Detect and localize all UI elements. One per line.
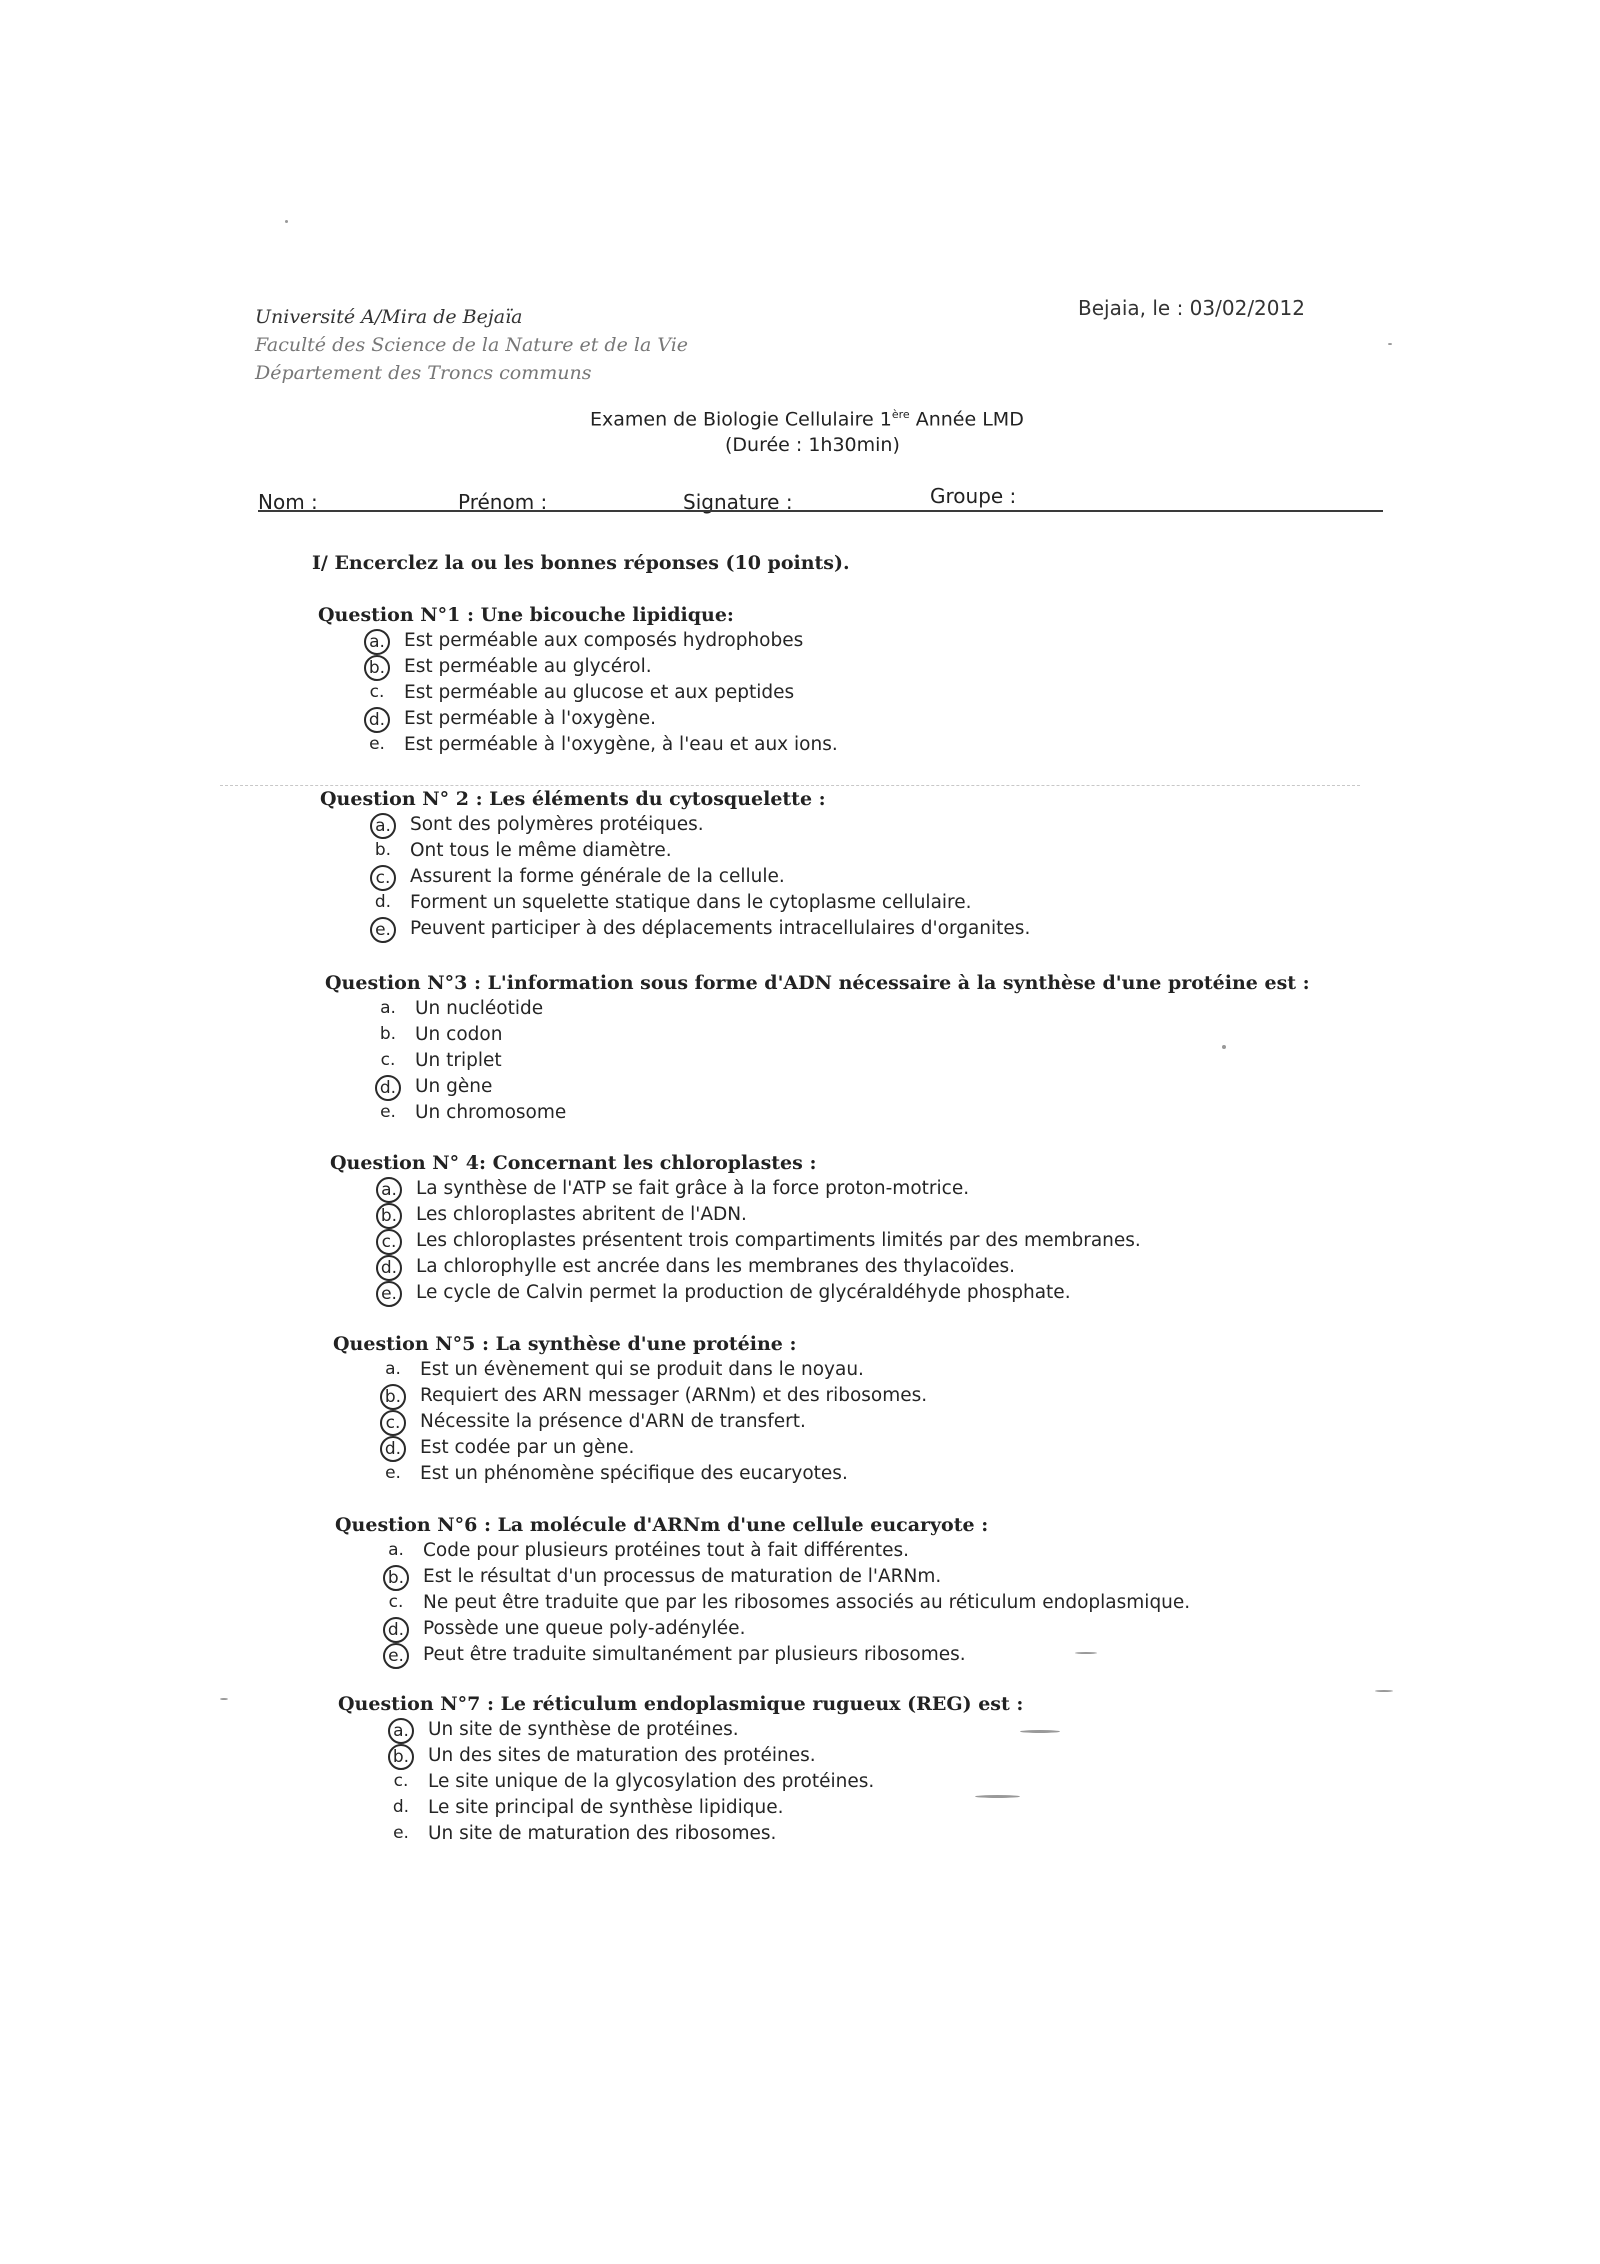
option-letter: a. (370, 813, 396, 839)
question-title: Question N°1 : Une bicouche lipidique: (318, 604, 734, 626)
option-letter: b. (374, 840, 392, 860)
option-text: Le site unique de la glycosylation des protéines. (428, 1771, 875, 1792)
prenom-label: Prénom : (458, 490, 548, 514)
option-text: Ne peut être traduite que par les ribosomes associés au réticulum endoplasmique. (423, 1592, 1191, 1613)
question-title: Question N°6 : La molécule d'ARNm d'une cellule eucaryote : (335, 1514, 989, 1536)
option-text: La chlorophylle est ancrée dans les membranes des thylacoïdes. (416, 1256, 1016, 1277)
option-c[interactable] (375, 1048, 1310, 1074)
option-b[interactable] (364, 654, 838, 680)
option-text: Un site de synthèse de protéines. (428, 1719, 739, 1740)
option-d[interactable] (370, 890, 1030, 916)
option-text: Est un évènement qui se produit dans le noyau. (420, 1359, 864, 1380)
option-letter: a. (364, 629, 390, 655)
option-text: Est perméable aux composés hydrophobes (404, 630, 804, 651)
option-text: Un codon (415, 1024, 503, 1045)
question-title: Question N° 2 : Les éléments du cytosquelette : (320, 788, 826, 810)
option-b[interactable] (375, 1022, 1310, 1048)
option-e[interactable] (364, 732, 838, 758)
option-text: Peut être traduite simultanément par plusieurs ribosomes. (423, 1644, 966, 1665)
option-text: Le site principal de synthèse lipidique. (428, 1797, 784, 1818)
option-text: Est le résultat d'un processus de maturation de l'ARNm. (423, 1566, 942, 1587)
option-text: Les chloroplastes présentent trois compartiments limités par des membranes. (416, 1230, 1141, 1251)
institution-header (255, 303, 688, 387)
option-c[interactable] (364, 680, 838, 706)
scan-speck (1222, 1045, 1226, 1049)
dashed-separator (220, 785, 1360, 786)
scan-speck (285, 220, 288, 223)
option-letter: e. (385, 1463, 401, 1483)
exam-date: Bejaia, le : 03/02/2012 (1078, 296, 1305, 320)
option-letter: b. (383, 1565, 409, 1591)
option-letter: a. (380, 998, 396, 1018)
option-letter: c. (380, 1410, 406, 1436)
option-letter: d. (364, 707, 390, 733)
option-letter: d. (380, 1436, 406, 1462)
option-letter: e. (380, 1102, 396, 1122)
option-letter: b. (380, 1384, 406, 1410)
question-7 (338, 1693, 1023, 1847)
option-list (380, 1357, 927, 1487)
option-list (376, 1176, 1141, 1306)
option-letter: d. (374, 892, 392, 912)
option-text: Un triplet (415, 1050, 502, 1071)
question-title: Question N°7 : Le réticulum endoplasmique rugueux (REG) est : (338, 1693, 1024, 1715)
option-b[interactable] (380, 1383, 927, 1409)
option-list (364, 628, 838, 758)
question-2 (320, 788, 1030, 942)
option-letter: c. (370, 865, 396, 891)
question-3 (325, 972, 1310, 1126)
option-list (375, 996, 1310, 1126)
option-letter: e. (383, 1643, 409, 1669)
option-text: Forment un squelette statique dans le cytoplasme cellulaire. (410, 892, 972, 913)
question-title: Question N°5 : La synthèse d'une protéine : (333, 1333, 797, 1355)
option-a[interactable] (376, 1176, 1141, 1202)
option-text: Est codée par un gène. (420, 1437, 635, 1458)
scan-speck (220, 1698, 228, 1700)
scan-speck (1375, 1690, 1393, 1692)
option-text: Code pour plusieurs protéines tout à fait différentes. (423, 1540, 910, 1561)
option-a[interactable] (375, 996, 1310, 1022)
option-text: Un site de maturation des ribosomes. (428, 1823, 777, 1844)
option-b[interactable] (383, 1564, 1190, 1590)
option-c[interactable] (380, 1409, 927, 1435)
option-text: Est perméable au glucose et aux peptides (404, 682, 795, 703)
option-e[interactable] (383, 1642, 1190, 1668)
scan-speck (1020, 1730, 1060, 1733)
option-letter: e. (369, 734, 385, 754)
option-text: Un nucléotide (415, 998, 544, 1019)
option-c[interactable] (370, 864, 1030, 890)
option-a[interactable] (364, 628, 838, 654)
option-a[interactable] (370, 812, 1030, 838)
student-id-line (258, 484, 1383, 518)
exam-duration: (Durée : 1h30min) (725, 434, 900, 456)
option-text: Est perméable à l'oxygène, à l'eau et aux ions. (404, 734, 838, 755)
scan-speck (1075, 1652, 1097, 1654)
nom-label: Nom : (258, 490, 318, 514)
option-d[interactable] (375, 1074, 1310, 1100)
option-list (370, 812, 1030, 942)
option-c[interactable] (383, 1590, 1190, 1616)
option-letter: c. (393, 1771, 409, 1791)
option-text: Sont des polymères protéiques. (410, 814, 704, 835)
faculty-name: Faculté des Science de la Nature et de la Vie (255, 334, 689, 356)
option-letter: a. (388, 1718, 414, 1744)
option-letter: c. (376, 1229, 402, 1255)
instruction: I/ Encerclez la ou les bonnes réponses (10 points). (312, 552, 850, 574)
option-text: Possède une queue poly-adénylée. (423, 1618, 746, 1639)
option-letter: b. (376, 1203, 402, 1229)
option-b[interactable] (376, 1202, 1141, 1228)
option-letter: c. (388, 1592, 404, 1612)
scan-speck (975, 1795, 1020, 1798)
option-text: Requiert des ARN messager (ARNm) et des ribosomes. (420, 1385, 928, 1406)
option-letter: d. (376, 1255, 402, 1281)
option-text: Les chloroplastes abritent de l'ADN. (416, 1204, 747, 1225)
option-b[interactable] (370, 838, 1030, 864)
option-text: La synthèse de l'ATP se fait grâce à la force proton-motrice. (416, 1178, 970, 1199)
option-letter: e. (393, 1823, 409, 1843)
option-text: Est perméable à l'oxygène. (404, 708, 656, 729)
option-letter: b. (364, 655, 390, 681)
option-a[interactable] (388, 1717, 1023, 1743)
question-4 (330, 1152, 1141, 1306)
option-e[interactable] (388, 1821, 1023, 1847)
option-e[interactable] (370, 916, 1030, 942)
option-text: Peuvent participer à des déplacements intracellulaires d'organites. (410, 918, 1031, 939)
option-letter: b. (379, 1024, 397, 1044)
exam-title-sup: ère (891, 408, 910, 421)
exam-title (590, 408, 1024, 430)
option-letter: a. (376, 1177, 402, 1203)
question-title: Question N° 4: Concernant les chloroplastes : (330, 1152, 817, 1174)
university-name: Université A/Mira de Bejaïa (255, 306, 523, 328)
option-a[interactable] (383, 1538, 1190, 1564)
question-1 (318, 604, 838, 758)
option-letter: d. (375, 1075, 401, 1101)
scan-speck (1388, 343, 1392, 345)
option-letter: e. (370, 917, 396, 943)
option-list (388, 1717, 1023, 1847)
option-d[interactable] (376, 1254, 1141, 1280)
option-text: Est perméable au glycérol. (404, 656, 652, 677)
option-d[interactable] (383, 1616, 1190, 1642)
option-d[interactable] (364, 706, 838, 732)
department-name: Département des Troncs communs (255, 362, 592, 384)
question-6 (335, 1514, 1190, 1668)
option-letter: a. (385, 1359, 401, 1379)
option-letter: b. (388, 1744, 414, 1770)
exam-title-main: Examen de Biologie Cellulaire 1 (590, 408, 892, 431)
signature-label: Signature : (683, 490, 793, 514)
question-5 (333, 1333, 927, 1487)
option-text: Un gène (415, 1076, 493, 1097)
option-letter: d. (383, 1617, 409, 1643)
question-title: Question N°3 : L'information sous forme d'ADN nécessaire à la synthèse d'une protéine est : (325, 972, 1310, 994)
option-b[interactable] (388, 1743, 1023, 1769)
option-text: Un des sites de maturation des protéines. (428, 1745, 816, 1766)
option-e[interactable] (380, 1461, 927, 1487)
option-text: Est un phénomène spécifique des eucaryotes. (420, 1463, 848, 1484)
option-list (383, 1538, 1190, 1668)
groupe-label: Groupe : (930, 484, 1017, 508)
header-rule (258, 510, 1383, 512)
option-d[interactable] (380, 1435, 927, 1461)
option-e[interactable] (376, 1280, 1141, 1306)
option-a[interactable] (380, 1357, 927, 1383)
option-letter: c. (369, 682, 385, 702)
option-letter: e. (376, 1281, 402, 1307)
exam-title-end: Année LMD (909, 408, 1024, 431)
option-text: Un chromosome (415, 1102, 567, 1123)
option-text: Ont tous le même diamètre. (410, 840, 672, 861)
option-c[interactable] (376, 1228, 1141, 1254)
option-c[interactable] (388, 1769, 1023, 1795)
option-text: Le cycle de Calvin permet la production de glycéraldéhyde phosphate. (416, 1282, 1071, 1303)
option-e[interactable] (375, 1100, 1310, 1126)
option-text: Nécessite la présence d'ARN de transfert. (420, 1411, 806, 1432)
option-text: Assurent la forme générale de la cellule. (410, 866, 785, 887)
option-letter: a. (388, 1540, 404, 1560)
option-d[interactable] (388, 1795, 1023, 1821)
option-letter: c. (380, 1050, 396, 1070)
option-letter: d. (392, 1797, 410, 1817)
